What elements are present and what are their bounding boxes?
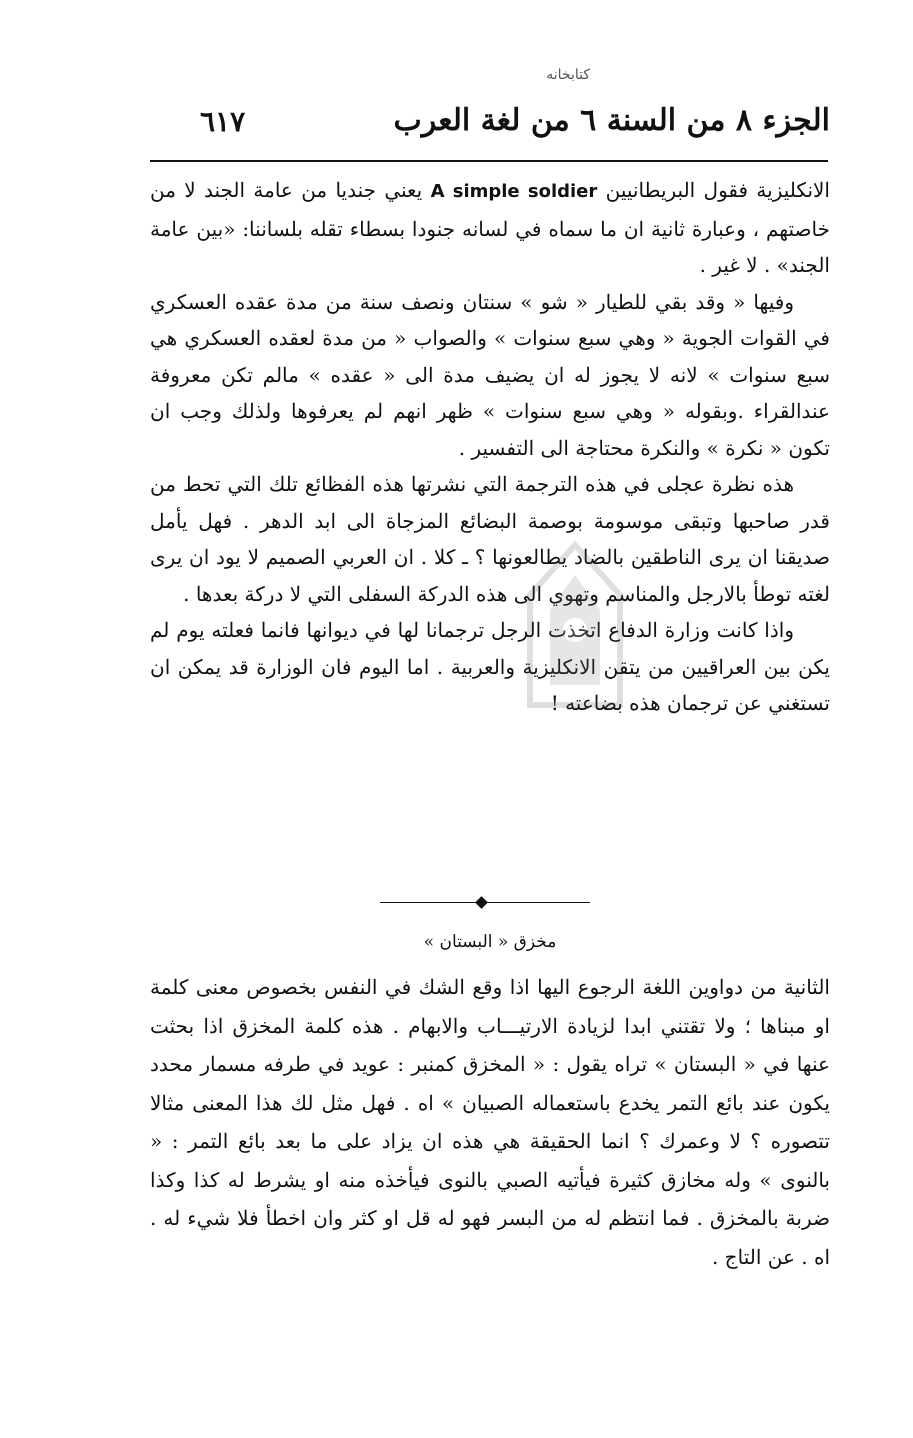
section-heading: مخزق « البستان » [423,932,557,952]
paragraph-3: هذه نظرة عجلى في هذه الترجمة التي نشرتها هذه الفظائع تلك التي تحط من قدر صاحبها وتبقى موسومة بوصمة البضائع المزجاة الى ابد الدهر . فهل يأمل صديقنا ان يرى الناطقين بالضاد يطالعونها ؟ ـ كلا . ان العربي الصميم لا يود ان يرى لغته توطأ بالارجل والمناسم وتهوي الى هذه الدركة السفلى التي لا دركة بعدها . [150,472,830,606]
article-body [150,172,830,722]
section-paragraph: الثانية من دواوين اللغة الرجوع اليها اذا وقع الشك في النفس بخصوص معنى كلمة او مبناها ؛ ولا تقتني ابدا لزيادة الارتيـــاب والابهام . هذه كلمة المخزق اذا بحثت عنها في « البستان » تراه يقول : « المخزق كمنبر : عويد في طرفه مسمار محدد يكون عند بائع التمر يخدع باستعماله الصبيان » اه . فهل مثل لك هذا المعنى مثالا تتصوره ؟ لا وعمرك ؟ انما الحقيقة هي هذه ان يزاد على ما بعد بائع التمر : « بالنوى » وله مخازق كثيرة فيأتيه الصبي بالنوى فيأخذه منه او يشرط له كذا وكذا ضربة بالمخزق . فما انتظم له من البسر فهو له قل او كثر وان اخطأ فلا شيء له . اه . عن التاج . [150,975,830,1269]
paragraph-2: وفيها « وقد بقي للطيار « شو » سنتان ونصف سنة من مدة عقده العسكري في القوات الجوية « وهي سبع سنوات » والصواب « من مدة لعقده العسكري هي سبع سنوات » لانه لا يجوز له ان يضيف مدة الى « عقده » مالم تكن معروفة عندالقراء .وبقوله « وهي سبع سنوات » ظهر انهم لم يعرفوها ولذلك وجب ان تكون « نكرة » والنكرة محتاجة الى التفسير . [150,289,830,460]
paragraph-4: واذا كانت وزارة الدفاع اتخذت الرجل ترجمانا لها في ديوانها فانما فعلته يوم لم يكن بين العراقيين من يتقن الانكليزية والعربية . اما اليوم فان الوزارة قد يمكن ان تستغني عن ترجمان هذه بضاعته ! [150,618,830,715]
section-body [150,968,830,1276]
paragraph-1: الانكليزية فقول البريطانيين A simple soldier يعني جنديا من عامة الجند لا من خاصتهم ، وعبارة ثانية ان ما سماه في لسانه جنودا بسطاء تقله بلساننا: «بين عامة الجند» . لا غير . [150,178,830,277]
english-phrase: A simple soldier [430,181,598,202]
library-watermark-icon [500,535,650,735]
page-header [150,67,830,155]
library-stamp: كتابخانه [546,67,590,83]
section-divider [380,898,590,908]
page-number: ٦١٧ [200,105,246,138]
header-rule [150,160,828,162]
journal-title: الجزء ٨ من السنة ٦ من لغة العرب [393,103,830,138]
